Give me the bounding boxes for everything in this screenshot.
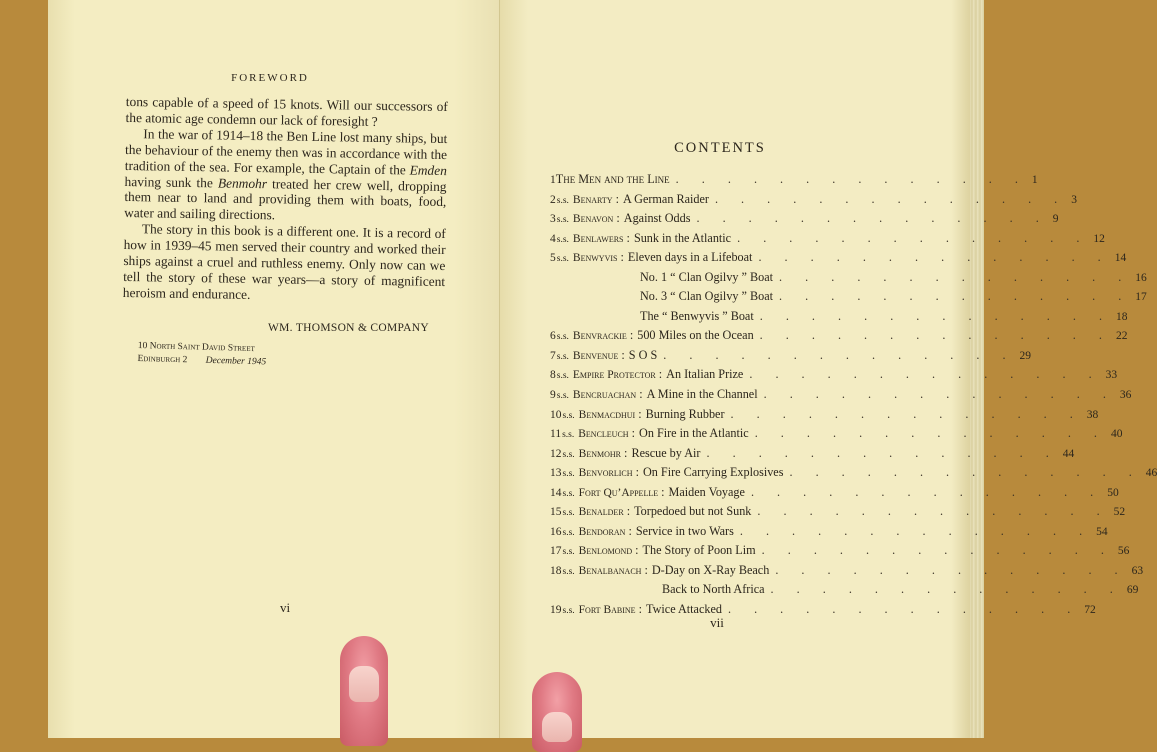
toc-entry-body — [556, 172, 670, 187]
toc-entry — [550, 406, 1099, 427]
toc-entry — [550, 347, 1032, 368]
toc-entry-page: 72 — [1084, 604, 1096, 617]
toc-entry-body — [562, 602, 722, 617]
contents-heading: CONTENTS — [674, 140, 766, 156]
toc-entry — [550, 269, 1147, 290]
toc-entry-title: Burning Rubber — [645, 406, 725, 421]
toc-ship-label: Benwyvis — [572, 252, 618, 265]
toc-leader-dots: . . . . . . . . . . . . . . — [730, 406, 1083, 421]
toc-ship-name — [557, 330, 627, 342]
toc-entry-page: 12 — [1093, 232, 1105, 245]
toc-leader-dots: . . . . . . . . . . . . . . — [706, 445, 1059, 460]
toc-entry-body — [556, 211, 691, 226]
toc-entry-number: 15 — [550, 506, 562, 519]
toc-entry-number: 9 — [550, 389, 556, 402]
toc-separator: : — [641, 562, 648, 577]
toc-entry-body — [556, 367, 744, 382]
thumbnail-nail — [349, 666, 379, 702]
toc-entry — [550, 191, 1077, 212]
toc-entry-body — [562, 543, 756, 558]
toc-entry-body — [561, 426, 749, 441]
toc-entry-page: 38 — [1086, 408, 1099, 421]
toc-ship-prefix: s.s. — [562, 449, 575, 460]
toc-entry-title: The Men and the Line — [555, 172, 670, 186]
toc-ship-label: Benmohr — [578, 447, 621, 460]
toc-entry — [550, 211, 1059, 231]
toc-leader-dots: . . . . . . . . . . . . . . — [779, 269, 1132, 284]
toc-entry-number: 1 — [550, 174, 556, 186]
toc-leader-dots: . . . . . . . . . . . . . . — [727, 602, 1081, 617]
toc-ship-prefix: s.s. — [556, 234, 569, 245]
toc-leader-dots: . . . . . . . . . . . . . . — [757, 504, 1110, 519]
toc-leader-dots: . . . . . . . . . . . . . . — [758, 250, 1111, 265]
toc-separator: : — [612, 191, 619, 206]
toc-entry-title: No. 3 “ Clan Ogilvy ” Boat — [640, 289, 774, 304]
toc-entry-title: Rescue by Air — [631, 445, 701, 460]
toc-entry — [550, 582, 1139, 602]
toc-ship-prefix: s.s. — [556, 332, 569, 343]
thumb-left — [340, 636, 388, 746]
toc-ship-name — [563, 526, 626, 538]
toc-entry — [550, 367, 1118, 387]
toc-entry-number: 19 — [550, 604, 562, 617]
toc-entry-page: 16 — [1135, 271, 1147, 284]
toc-entry-title: Service in two Wars — [635, 523, 734, 538]
toc-entry-title: Against Odds — [623, 211, 691, 226]
foreword-paragraph: The story in this book is a different one. It is a record of how in 1939–45 men served their country and worked their ships against a cruel and ruthless enemy. Only now can we tell the story of these war years—a story of magnificent heroism and endurance. — [122, 221, 446, 302]
toc-separator: : — [613, 211, 620, 226]
toc-entry-page: 14 — [1114, 252, 1127, 265]
toc-entry-title: A Mine in the Channel — [646, 387, 758, 402]
toc-entry-body — [562, 504, 752, 519]
toc-entry-page: 63 — [1131, 564, 1144, 577]
toc-ship-prefix: s.s. — [562, 488, 575, 499]
toc-entry-title: Twice Attacked — [646, 602, 722, 617]
address-line: 10 North Saint David Street — [137, 340, 255, 355]
toc-entry-body — [556, 348, 658, 363]
toc-leader-dots: . . . . . . . . . . . . . . — [763, 387, 1116, 402]
toc-entry-page: 1 — [1031, 174, 1038, 186]
toc-entry-page: 29 — [1019, 349, 1032, 362]
toc-leader-dots: . . . . . . . . . . . . . . — [770, 582, 1123, 597]
toc-entry-page: 22 — [1115, 330, 1128, 343]
toc-ship-label: Bendoran — [578, 525, 626, 538]
toc-separator: : — [632, 465, 639, 480]
toc-leader-dots: . . . . . . . . . . . . . . — [761, 543, 1114, 558]
italic-ship-name: Benmohr — [217, 174, 268, 191]
address-city: Edinburgh 2 — [137, 353, 188, 366]
thumbnail-nail — [542, 712, 572, 742]
toc-entry-page: 52 — [1113, 506, 1126, 519]
toc-entry-number: 7 — [550, 349, 556, 362]
toc-ship-name — [563, 409, 636, 421]
toc-entry-number: 2 — [550, 193, 556, 206]
thumb-right — [532, 672, 582, 752]
toc-entry — [550, 328, 1128, 348]
toc-entry-title: Back to North Africa — [662, 582, 765, 597]
toc-entry — [550, 445, 1075, 466]
foreword-paragraph: In the war of 1914–18 the Ben Line lost many ships, but the behaviour of the enemy then was in accordance with the tradition of the sea. For example, the Captain of the Emden having sunk the Benmohr treated her crew well, dropping them near to land and providing them with boats, food, water and sailing directions. — [124, 126, 448, 223]
toc-entry — [550, 250, 1127, 270]
toc-ship-prefix: s.s. — [556, 215, 569, 226]
toc-entry-number: 4 — [550, 232, 556, 245]
toc-ship-label: Benvenue — [572, 349, 619, 362]
toc-entry-page: 40 — [1110, 428, 1123, 441]
page-number-right: vii — [710, 615, 724, 630]
toc-separator: : — [655, 367, 663, 382]
toc-ship-prefix: s.s. — [562, 469, 575, 480]
toc-entry-number: 18 — [550, 564, 562, 577]
toc-ship-label: Bencleuch — [578, 428, 629, 441]
toc-entry-page: 50 — [1107, 486, 1119, 499]
toc-entry-title: Sunk in the Atlantic — [633, 230, 732, 245]
toc-ship-label: Benavon — [572, 213, 614, 226]
toc-ship-name — [563, 448, 622, 460]
toc-entry-body — [556, 250, 753, 265]
toc-ship-prefix: s.s. — [562, 606, 575, 617]
toc-entry-body — [562, 446, 701, 461]
table-of-contents — [550, 172, 1157, 622]
toc-ship-prefix: s.s. — [556, 371, 569, 382]
toc-ship-label: Fort Qu’Appelle — [578, 486, 659, 499]
toc-ship-prefix: s.s. — [556, 351, 569, 362]
toc-entry-page: 44 — [1062, 447, 1075, 460]
toc-entry-body — [640, 270, 773, 285]
toc-entry-title: 500 Miles on the Ocean — [637, 328, 754, 343]
toc-entry-title: An Italian Prize — [666, 367, 744, 382]
toc-entry-number: 13 — [550, 467, 562, 480]
toc-ship-name — [562, 428, 629, 440]
toc-separator: : — [623, 504, 631, 519]
toc-ship-name — [557, 350, 619, 362]
toc-separator: : — [635, 602, 642, 617]
toc-ship-name — [557, 389, 636, 401]
toc-ship-label: Benalbanach — [578, 564, 642, 577]
toc-entry-body — [556, 328, 754, 343]
foreword-paragraph: tons capable of a speed of 15 knots. Will our successors of the atomic age condemn our lack of foresight ? — [125, 94, 448, 129]
toc-separator: : — [617, 250, 624, 265]
toc-leader-dots: . . . . . . . . . . . . . . — [737, 230, 1090, 245]
toc-ship-name — [563, 506, 624, 518]
toc-separator: : — [626, 328, 634, 343]
toc-entry-title: A German Raider — [622, 191, 709, 206]
toc-ship-prefix: s.s. — [556, 195, 569, 206]
toc-entry-title: No. 1 “ Clan Ogilvy ” Boat — [640, 269, 774, 284]
toc-entry — [550, 426, 1123, 446]
toc-separator: : — [635, 406, 642, 421]
toc-entry-body — [662, 582, 765, 597]
foreword-heading: FOREWORD — [231, 72, 309, 84]
toc-ship-label: Benmacdhui — [578, 408, 636, 421]
page-number-left: vi — [279, 600, 291, 615]
toc-entry — [550, 562, 1144, 583]
toc-ship-label: Benarty — [572, 193, 613, 206]
toc-leader-dots: . . . . . . . . . . . . . . — [775, 562, 1128, 577]
toc-separator: : — [623, 230, 630, 245]
toc-leader-dots: . . . . . . . . . . . . . . — [750, 484, 1104, 499]
toc-entry-number: 12 — [550, 447, 562, 460]
toc-entry — [550, 504, 1126, 524]
toc-ship-label: Bencruachan — [572, 389, 637, 402]
toc-ship-name — [563, 604, 636, 616]
toc-entry-number: 14 — [550, 486, 562, 499]
toc-entry-body — [562, 524, 734, 539]
toc-ship-prefix: s.s. — [556, 254, 569, 265]
toc-entry — [550, 543, 1130, 563]
toc-entry-title: D-Day on X-Ray Beach — [651, 562, 770, 577]
toc-entry-title: S O S — [628, 347, 658, 362]
toc-leader-dots: . . . . . . . . . . . . . . — [789, 465, 1142, 480]
toc-separator: : — [625, 523, 632, 538]
toc-entry — [550, 172, 1038, 192]
toc-entry-body — [562, 485, 745, 500]
toc-entry-number: 5 — [550, 252, 556, 265]
toc-separator: : — [632, 543, 639, 558]
toc-entry-body — [556, 192, 709, 207]
toc-ship-prefix: s.s. — [562, 547, 575, 558]
toc-entry-body — [556, 387, 758, 402]
toc-separator: : — [621, 445, 628, 460]
toc-entry-number: 16 — [550, 525, 562, 538]
toc-separator: : — [628, 426, 636, 441]
toc-ship-label: Empire Protector — [572, 369, 656, 382]
toc-entry-body — [562, 407, 725, 422]
toc-entry-title: The Story of Poon Lim — [642, 543, 756, 558]
toc-entry — [550, 289, 1147, 309]
toc-entry — [550, 523, 1108, 544]
toc-entry-page: 54 — [1096, 525, 1108, 538]
toc-entry-title: On Fire in the Atlantic — [639, 426, 749, 441]
toc-leader-dots: . . . . . . . . . . . . . . — [675, 172, 1028, 186]
signature: WM. THOMSON & COMPANY — [268, 322, 429, 334]
address-block — [137, 340, 298, 370]
toc-ship-prefix: s.s. — [562, 566, 575, 577]
toc-separator: : — [658, 484, 665, 499]
toc-ship-label: Benalder — [578, 506, 624, 519]
toc-ship-label: Benlawers — [572, 232, 624, 245]
toc-entry-page: 46 — [1145, 467, 1157, 480]
toc-entry — [550, 387, 1132, 407]
toc-ship-name — [563, 545, 633, 557]
toc-entry-page: 9 — [1052, 213, 1059, 226]
toc-ship-name — [557, 252, 618, 264]
toc-ship-prefix: s.s. — [556, 391, 569, 402]
toc-entry-page: 3 — [1071, 193, 1077, 206]
toc-entry-number: 17 — [550, 545, 562, 558]
toc-ship-name — [557, 194, 613, 206]
toc-entry — [550, 308, 1128, 329]
toc-entry-title: Torpedoed but not Sunk — [634, 504, 752, 519]
toc-leader-dots: . . . . . . . . . . . . . . — [714, 191, 1068, 206]
foreword-body — [123, 94, 448, 306]
toc-leader-dots: . . . . . . . . . . . . . . — [759, 328, 1112, 343]
toc-ship-name — [563, 565, 642, 577]
toc-entry-number: 8 — [550, 369, 556, 382]
toc-entry — [550, 484, 1119, 505]
toc-ship-label: Fort Babine — [578, 604, 636, 617]
toc-entry-title: Eleven days in a Lifeboat — [627, 250, 753, 265]
toc-ship-prefix: s.s. — [562, 430, 575, 441]
toc-entry-body — [562, 563, 770, 578]
toc-leader-dots: . . . . . . . . . . . . . . — [759, 308, 1112, 323]
toc-leader-dots: . . . . . . . . . . . . . . — [696, 211, 1049, 226]
toc-entry-number: 3 — [550, 213, 556, 226]
toc-entry-number: 6 — [550, 330, 556, 343]
toc-ship-name — [557, 233, 624, 245]
toc-ship-prefix: s.s. — [562, 508, 575, 519]
toc-entry-number: 10 — [550, 408, 562, 421]
toc-leader-dots: . . . . . . . . . . . . . . — [739, 523, 1093, 538]
toc-ship-prefix: s.s. — [562, 410, 575, 421]
toc-entry-page: 33 — [1105, 369, 1118, 382]
toc-leader-dots: . . . . . . . . . . . . . . — [779, 289, 1132, 304]
toc-entry-body — [562, 465, 784, 480]
toc-leader-dots: . . . . . . . . . . . . . . — [663, 347, 1016, 362]
toc-entry-title: The “ Benwyvis ” Boat — [640, 308, 754, 323]
toc-entry-page: 36 — [1119, 389, 1132, 402]
toc-ship-prefix: s.s. — [562, 527, 575, 538]
italic-ship-name: Emden — [409, 162, 447, 178]
toc-entry-body — [556, 231, 731, 246]
toc-entry-title: On Fire Carrying Explosives — [642, 465, 784, 480]
toc-entry — [550, 230, 1105, 251]
toc-ship-name — [557, 213, 614, 225]
toc-leader-dots: . . . . . . . . . . . . . . — [754, 426, 1107, 441]
toc-entry-body — [640, 289, 773, 304]
toc-entry-page: 17 — [1135, 291, 1147, 304]
toc-ship-name — [557, 369, 656, 381]
toc-ship-name — [563, 487, 659, 499]
toc-ship-label: Benvrackie — [572, 330, 627, 343]
toc-separator: : — [636, 387, 643, 402]
toc-entry-page: 18 — [1116, 310, 1128, 323]
toc-leader-dots: . . . . . . . . . . . . . . — [749, 367, 1102, 382]
toc-ship-name — [563, 467, 633, 479]
foreword-date: December 1945 — [205, 355, 267, 368]
toc-ship-label: Benvorlich — [578, 467, 633, 480]
toc-entry-number: 11 — [550, 428, 562, 441]
toc-ship-label: Benlomond — [578, 545, 633, 558]
toc-entry-title: Maiden Voyage — [668, 484, 745, 499]
toc-entry-page: 56 — [1117, 545, 1130, 558]
toc-separator: : — [618, 347, 625, 362]
toc-entry — [550, 465, 1157, 485]
toc-entry-page: 69 — [1126, 584, 1139, 597]
toc-entry-body — [640, 309, 754, 324]
